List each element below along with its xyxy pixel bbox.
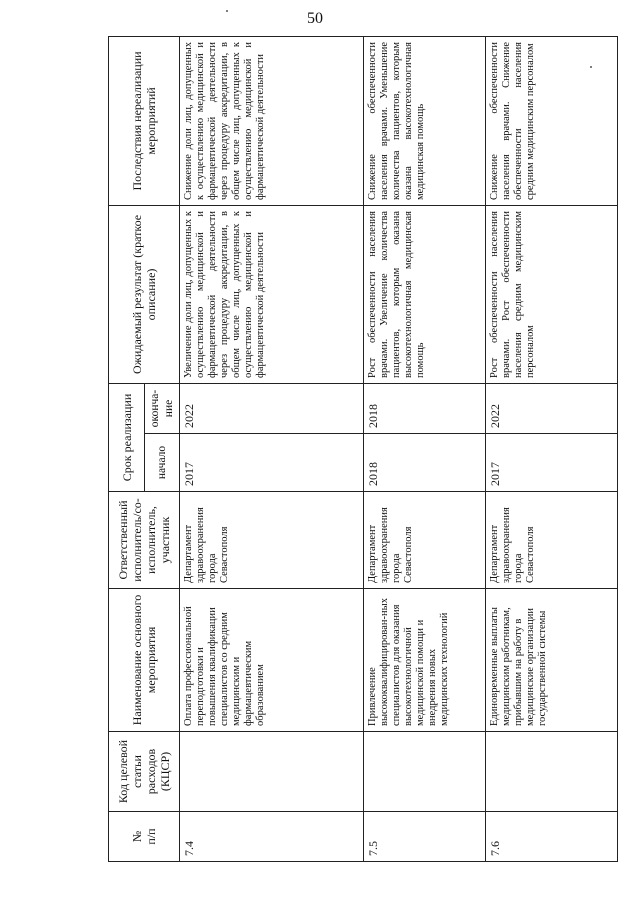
table-row [486, 36, 618, 861]
row-result: Рост обеспеченности населения врачами. Рост обеспеченности населения средним медицинским персоналом [486, 205, 618, 383]
row-end: 2022 [180, 383, 364, 433]
row-num: 7.4 [180, 812, 364, 862]
row-responsible: Департамент здравоохранения города Севастополя [486, 492, 618, 589]
row-kcsr [364, 732, 486, 812]
header-start: начало [145, 434, 180, 492]
row-num: 7.6 [486, 812, 618, 862]
header-term: Срок реализации [109, 383, 145, 491]
page-number: 50 [307, 10, 323, 27]
row-result: Увеличение доли лиц, допущенных к осуществлению медицинской и фармацевтической деятельности через процедуру аккредитации, в общем числе лиц, допущенных к осуществлению медицинской и фармацевтической деятельности [180, 205, 364, 383]
row-num: 7.5 [364, 812, 486, 862]
row-result: Рост обеспеченности населения врачами. Увеличение количества пациентов, которым оказана высокотехнологичная медицинская помощь [364, 205, 486, 383]
row-end: 2018 [364, 383, 486, 433]
header-kcsr: Код целевой статьи расходов (КЦСР) [109, 732, 180, 812]
row-responsible: Департамент здравоохранения города Севастополя [364, 492, 486, 589]
row-kcsr [486, 732, 618, 812]
scan-speck [226, 10, 228, 12]
row-name: Оплата профессиональной переподготовки и повышения квалификации специалистов со средним медицинским и фармацевтическим образованием [180, 589, 364, 732]
row-name: Привлечение высококвалифицирован-ных специалистов для оказания высокотехнологичной медицинской помощи и внедрения новых медицинских технологий [364, 589, 486, 732]
row-consequences: Снижение обеспеченности населения врачами. Уменьшение количества пациентов, которым оказана высокотехнологичная медицинская помощь [364, 36, 486, 205]
row-start: 2017 [180, 434, 364, 492]
header-name: Наименование основного мероприятия [109, 589, 180, 732]
row-name: Единовременные выплаты медицинским работникам, прибывшим на работу в медицинские организации государственной системы [486, 589, 618, 732]
table-row [364, 36, 486, 861]
row-start: 2017 [486, 434, 618, 492]
header-result: Ожидаемый результат (краткое описание) [109, 205, 180, 383]
header-num: № п/п [109, 812, 180, 862]
row-kcsr [180, 732, 364, 812]
row-consequences: Снижение обеспеченности населения врачами. Снижение обеспеченности населения средним медицинским персоналом [486, 36, 618, 205]
row-end: 2022 [486, 383, 618, 433]
header-responsible: Ответственный исполнитель/со-исполнитель, участник [109, 492, 180, 589]
measures-table [108, 36, 618, 862]
rotated-table-container [108, 37, 616, 862]
header-consequences: Последствия нереализации мероприятий [109, 36, 180, 205]
table-row [180, 36, 364, 861]
row-start: 2018 [364, 434, 486, 492]
row-responsible: Департамент здравоохранения города Севастополя [180, 492, 364, 589]
header-end: оконча-ние [145, 383, 180, 433]
row-consequences: Снижение доли лиц, допущенных к осуществлению медицинской и фармацевтической деятельности через процедуру аккредитации, в общем числе лиц, допущенных к осуществлению медицинской и фармацевтической деятельности [180, 36, 364, 205]
